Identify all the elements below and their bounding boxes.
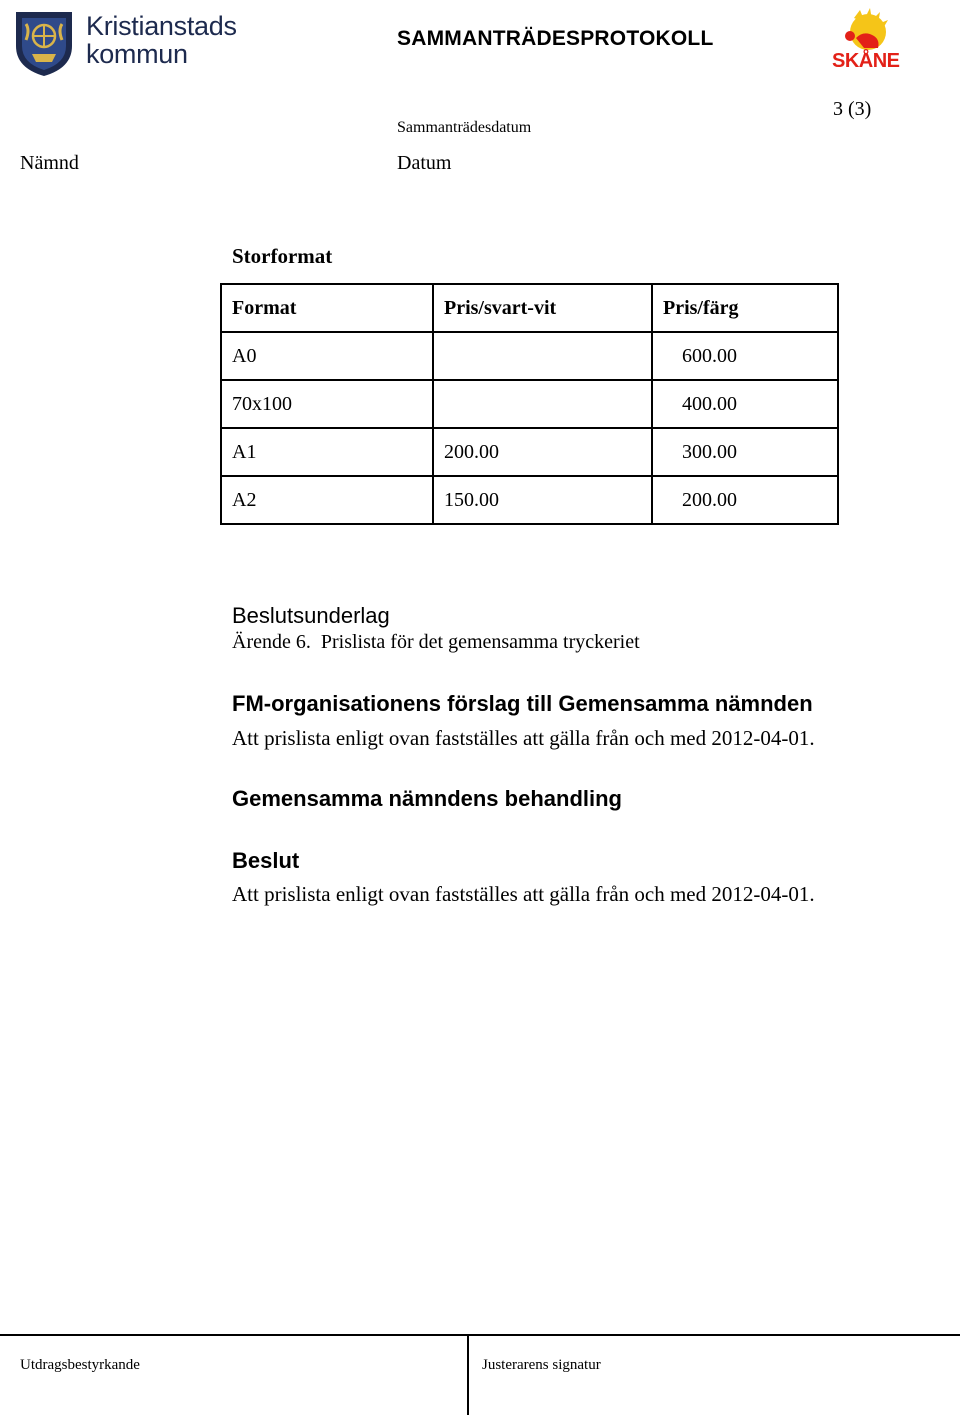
municipality-name-line1: Kristianstads xyxy=(86,11,237,41)
municipality-name xyxy=(86,12,237,68)
cell-format: A2 xyxy=(221,476,433,524)
price-table xyxy=(220,283,839,525)
cell-bw-price xyxy=(433,332,652,380)
committee-label: Nämnd xyxy=(20,152,79,174)
region-skane-logo xyxy=(828,8,904,72)
table-header-row xyxy=(221,284,838,332)
heading-fm-proposal: FM-organisationens förslag till Gemensamma nämnden xyxy=(232,691,813,716)
case-reference: Ärende 6. Prislista för det gemensamma tryckeriet xyxy=(232,631,640,653)
cell-format: A0 xyxy=(221,332,433,380)
heading-decision: Beslut xyxy=(232,848,300,873)
region-name: SKÅNE xyxy=(832,50,900,72)
cell-color-price: 600.00 xyxy=(652,332,838,380)
municipality-logo xyxy=(12,6,252,80)
decision-text: Att prislista enligt ovan fastställes att gälla från och med 2012-04-01. xyxy=(232,882,815,906)
footer-divider xyxy=(0,1334,960,1336)
section-title-storformat: Storformat xyxy=(232,244,333,268)
cell-format: 70x100 xyxy=(221,380,433,428)
page-number: 3 (3) xyxy=(833,98,872,120)
date-label: Datum xyxy=(397,152,452,174)
footer-attestation-label: Utdragsbestyrkande xyxy=(20,1357,140,1373)
table-row xyxy=(221,332,838,380)
heading-beslutsunderlag: Beslutsunderlag xyxy=(232,603,390,628)
griffin-icon xyxy=(834,8,898,52)
document-title: SAMMANTRÄDESPROTOKOLL xyxy=(397,27,714,50)
table-row xyxy=(221,476,838,524)
column-header-color-price: Pris/färg xyxy=(652,284,838,332)
column-header-format: Format xyxy=(221,284,433,332)
cell-color-price: 400.00 xyxy=(652,380,838,428)
meeting-date-label: Sammanträdesdatum xyxy=(397,119,532,136)
cell-color-price: 200.00 xyxy=(652,476,838,524)
cell-color-price: 300.00 xyxy=(652,428,838,476)
coat-of-arms-icon xyxy=(12,6,76,78)
table-row xyxy=(221,380,838,428)
column-header-bw-price: Pris/svart-vit xyxy=(433,284,652,332)
cell-bw-price: 150.00 xyxy=(433,476,652,524)
cell-bw-price: 200.00 xyxy=(433,428,652,476)
heading-committee-handling: Gemensamma nämndens behandling xyxy=(232,786,622,811)
footer-signature-label: Justerarens signatur xyxy=(482,1357,601,1373)
cell-format: A1 xyxy=(221,428,433,476)
footer-column-divider xyxy=(467,1334,469,1415)
municipality-name-line2: kommun xyxy=(86,39,188,69)
cell-bw-price xyxy=(433,380,652,428)
fm-proposal-text: Att prislista enligt ovan fastställes att gälla från och med 2012-04-01. xyxy=(232,726,815,750)
table-row xyxy=(221,428,838,476)
